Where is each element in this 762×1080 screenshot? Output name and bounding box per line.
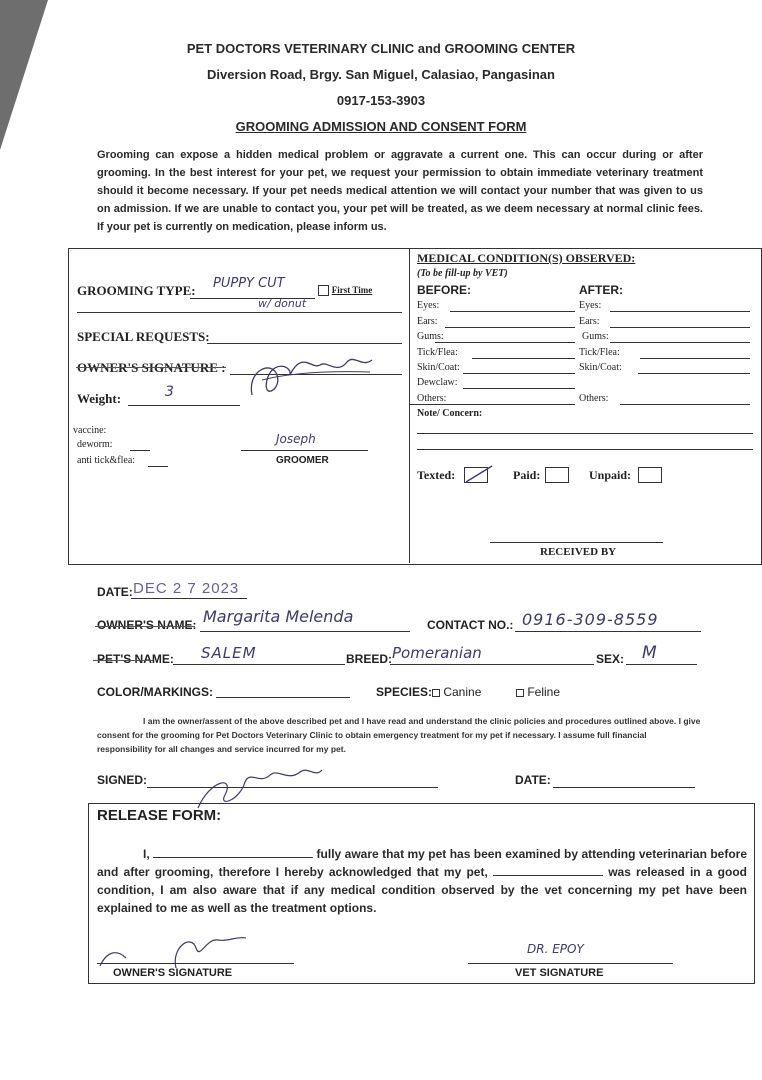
breed-line[interactable]	[390, 664, 594, 665]
after-item-line[interactable]	[610, 327, 750, 328]
release-text-b: fully aware that my pet has been examined by attending veterinarian before and after grooming, therefore I hereby acknowledged that my pet,	[97, 847, 747, 879]
clinic-name: PET DOCTORS VETERINARY CLINIC and GROOMING CENTER	[186, 41, 576, 56]
before-item-label: Others:	[417, 393, 447, 404]
owner-name-label: OWNER'S NAME:	[97, 618, 197, 632]
species-label: SPECIES:	[376, 685, 433, 699]
release-owner-line	[97, 963, 294, 964]
first-time-checkbox[interactable]	[318, 285, 329, 296]
release-title: RELEASE FORM:	[97, 807, 222, 824]
before-item-label: Gums:	[417, 331, 444, 342]
before-item-label: Ears:	[417, 316, 438, 327]
clinic-phone: 0917-153-3903	[336, 93, 426, 108]
consent-text: I am the owner/assent of the above described pet and I have read and understand the clinic policies and procedures outlined above. I give consent for the grooming for Pet Doctors Veterinary Clinic to obtain emergency treatment for my pet if necessary. I assume full financial responsibility for all changes and service incurred for my pet.	[97, 716, 701, 754]
before-item-line[interactable]	[472, 358, 575, 359]
grooming-type-value: PUPPY CUT	[213, 276, 285, 291]
received-by-label: RECEIVED BY	[540, 546, 617, 558]
paid-checkbox[interactable]	[545, 467, 569, 483]
unpaid-label: Unpaid:	[589, 468, 632, 482]
grooming-type-line-2	[77, 312, 402, 313]
before-item-label: Eyes:	[417, 300, 440, 311]
after-item-line[interactable]	[638, 373, 750, 374]
weight-label: Weight:	[77, 391, 122, 406]
after-item-label: Skin/Coat:	[579, 362, 622, 373]
note-concern-label: Note/ Concern:	[417, 408, 483, 419]
before-item-label: Tick/Flea:	[417, 347, 458, 358]
anti-tick-line[interactable]	[148, 466, 168, 467]
before-item-label: Dewclaw:	[417, 377, 458, 388]
after-item-label: Gums:	[582, 331, 609, 342]
signed-label: SIGNED:	[97, 773, 148, 787]
feline-label: Feline	[527, 685, 561, 699]
owner-name-value: Margarita Melenda	[203, 607, 354, 626]
groomer-label: GROOMER	[276, 455, 329, 466]
before-item-line[interactable]	[410, 404, 575, 405]
after-item-label: Others:	[579, 393, 609, 404]
before-item-line[interactable]	[445, 327, 575, 328]
canine-label: Canine	[443, 685, 482, 699]
grooming-type-label: GROOMING TYPE:	[77, 283, 196, 298]
species-canine-option[interactable]	[432, 685, 481, 699]
vet-signature-label: VET SIGNATURE	[515, 967, 604, 979]
texted-check-mark	[462, 463, 496, 485]
vaccine-label: vaccine:	[73, 425, 107, 436]
anti-tick-label: anti tick&flea:	[77, 455, 136, 466]
pet-name-value: SALEM	[201, 644, 257, 662]
strike-line	[76, 367, 226, 368]
date-line	[131, 598, 247, 599]
groomer-line	[241, 450, 368, 451]
texted-label: Texted:	[417, 468, 456, 482]
deworm-label: deworm:	[77, 439, 113, 450]
medical-subtitle: (To be fill-up by VET)	[417, 268, 508, 279]
after-item-label: Eyes:	[579, 300, 602, 311]
consent-date-line[interactable]	[553, 787, 695, 788]
weight-line[interactable]	[128, 405, 240, 406]
consent-date-label: DATE:	[515, 773, 551, 787]
owner-signature-scribble	[242, 340, 382, 410]
intro-paragraph: Grooming can expose a hidden medical problem or aggravate a current one. This can occur during or after grooming. In the best interest for your pet, we request your permission to obtain immediate veterinary treatment should it become necessary. If your pet needs medical attention we will contact your number that was given to us on admission. If we are unable to contact you, your pet will be treated, as we deem necessary at normal clinic fees. If your pet is currently on medication, please inform us.	[97, 149, 703, 233]
breed-label: BREED:	[346, 652, 393, 666]
release-owner-signature-label: OWNER'S SIGNATURE	[113, 967, 233, 979]
after-item-line[interactable]	[640, 358, 750, 359]
canine-checkbox[interactable]	[432, 689, 440, 697]
table-divider	[409, 248, 410, 563]
before-item-line[interactable]	[463, 388, 575, 389]
color-label: COLOR/MARKINGS:	[97, 685, 213, 699]
grooming-type-value-2: w/ donut	[258, 297, 307, 310]
pet-name-line[interactable]	[173, 664, 345, 665]
release-pet-blank[interactable]	[493, 865, 603, 876]
first-time-label: First Time	[331, 285, 373, 296]
after-item-line[interactable]	[610, 342, 750, 343]
release-text	[97, 845, 747, 917]
medical-title: MEDICAL CONDITION(S) OBSERVED:	[417, 251, 636, 265]
form-title: GROOMING ADMISSION AND CONSENT FORM	[235, 119, 527, 134]
contact-line[interactable]	[515, 631, 701, 632]
deworm-line[interactable]	[130, 450, 150, 451]
release-text-a: I,	[143, 847, 150, 861]
unpaid-checkbox[interactable]	[638, 467, 662, 483]
breed-value: Pomeranian	[392, 644, 482, 662]
after-item-label: Tick/Flea:	[579, 347, 620, 358]
contact-label: CONTACT NO.:	[427, 618, 514, 632]
vet-signature-line	[468, 963, 673, 964]
date-label: DATE:	[97, 585, 133, 599]
after-item-label: Ears:	[579, 316, 600, 327]
special-requests-label: SPECIAL REQUESTS:	[77, 329, 210, 344]
note-line-2[interactable]	[417, 449, 753, 450]
date-stamp: DEC 2 7 2023	[133, 580, 240, 597]
owner-name-strike	[95, 626, 195, 627]
received-by-line	[490, 542, 663, 543]
pet-name-label: PET'S NAME:	[97, 652, 174, 666]
before-item-line[interactable]	[450, 311, 575, 312]
pet-name-strike	[93, 660, 153, 661]
paid-label: Paid:	[513, 468, 541, 482]
after-item-line[interactable]	[620, 404, 750, 405]
species-feline-option[interactable]	[516, 685, 560, 699]
sex-value: M	[642, 643, 657, 663]
vet-name: DR. EPOY	[527, 942, 584, 956]
feline-checkbox[interactable]	[516, 689, 524, 697]
color-line[interactable]	[216, 697, 350, 698]
sex-label: SEX:	[596, 652, 625, 666]
before-label: BEFORE:	[417, 283, 471, 297]
sex-line[interactable]	[626, 664, 697, 665]
weight-value: 3	[165, 384, 174, 400]
first-time-checkbox-group[interactable]	[318, 285, 372, 296]
release-name-blank[interactable]	[153, 847, 313, 858]
after-item-line[interactable]	[610, 311, 750, 312]
owner-signature-label: OWNER'S SIGNATURE :	[77, 360, 226, 375]
after-label: AFTER:	[579, 283, 623, 297]
before-item-line[interactable]	[463, 373, 575, 374]
release-text-c: was released in a good condition, I am also aware that if any medical condition observed by the vet concerning my pet have been explained to me as well as the treatment options.	[97, 865, 747, 915]
clinic-address: Diversion Road, Brgy. San Miguel, Calasiao, Pangasinan	[207, 67, 555, 82]
note-line-1[interactable]	[417, 433, 753, 434]
owner-name-line[interactable]	[200, 631, 410, 632]
before-item-line[interactable]	[435, 342, 575, 343]
groomer-name: Joseph	[276, 432, 316, 446]
contact-value: 0916-309-8559	[522, 610, 659, 629]
before-item-label: Skin/Coat:	[417, 362, 460, 373]
